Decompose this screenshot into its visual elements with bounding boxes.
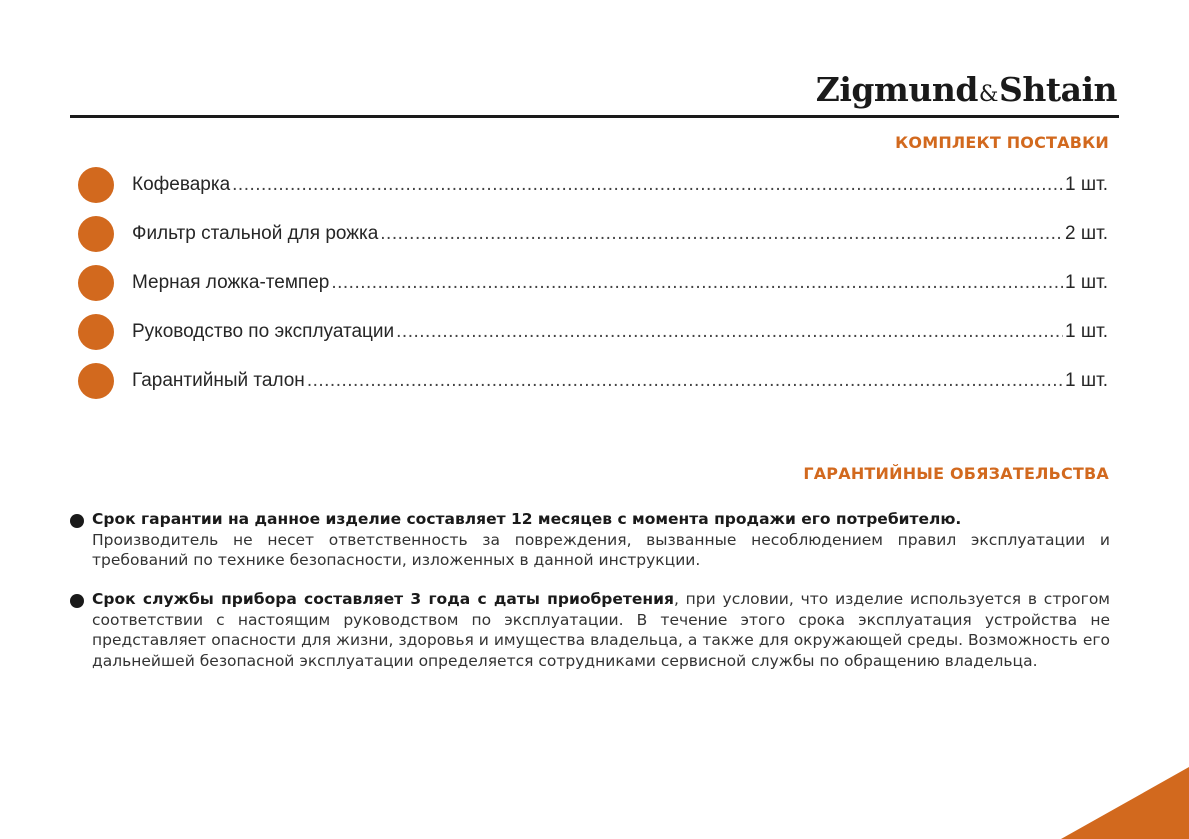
- kit-item-qty: 1 шт.: [1065, 272, 1108, 293]
- dot-leader: [307, 370, 1063, 392]
- service-life-text: [92, 589, 1110, 671]
- kit-item-qty: 1 шт.: [1065, 174, 1108, 195]
- kit-row: [132, 321, 1108, 343]
- kit-section-title: КОМПЛЕКТ ПОСТАВКИ: [895, 133, 1109, 152]
- dot-leader: [396, 321, 1063, 343]
- kit-item: [78, 164, 1108, 213]
- kit-item-qty: 1 шт.: [1065, 370, 1108, 391]
- header-divider: [70, 115, 1119, 118]
- orange-bullet-icon: [78, 216, 114, 252]
- warranty-term-bold: Срок гарантии на данное изделие составляет 12 месяцев с момента продажи его потребителю.: [92, 510, 962, 528]
- dot-leader: [331, 272, 1063, 294]
- service-life-details: , при условии, что изделие используется в строгом соответствии с настоящим руководством по эксплуатации. В течение этого срока эксплуатация устройства не представляет опасности для жизни, здоровья и имущества владельца, а также для окружающей среды. Возможность его дальнейшей безопасной эксплуатации определяется сотрудниками сервисной службы по обращению владельца.: [92, 590, 1110, 670]
- kit-item-name: Гарантийный талон: [132, 370, 305, 391]
- dot-leader: [232, 174, 1063, 196]
- service-life-bold: Срок службы прибора составляет 3 года с даты приобретения: [92, 590, 674, 608]
- corner-decoration: [1061, 767, 1189, 839]
- brand-name-part2: Shtain: [999, 70, 1117, 109]
- kit-row: [132, 223, 1108, 245]
- kit-item: [78, 262, 1108, 311]
- kit-item-qty: 1 шт.: [1065, 321, 1108, 342]
- kit-row: [132, 174, 1108, 196]
- orange-bullet-icon: [78, 363, 114, 399]
- brand-name-part1: Zigmund: [815, 70, 978, 109]
- kit-item: [78, 311, 1108, 360]
- orange-bullet-icon: [78, 167, 114, 203]
- kit-row: [132, 370, 1108, 392]
- kit-item-name: Мерная ложка-темпер: [132, 272, 330, 293]
- warranty-text: [92, 509, 1110, 571]
- kit-item-name: Руководство по эксплуатации: [132, 321, 395, 342]
- black-bullet-icon: [70, 514, 84, 528]
- service-life-paragraph: [70, 589, 1110, 671]
- warranty-disclaimer: Производитель не несет ответственность за повреждения, вызванные несоблюдением правил эксплуатации и требований по технике безопасности, изложенных в данной инструкции.: [92, 530, 1110, 569]
- black-bullet-icon: [70, 594, 84, 608]
- warranty-section-title: ГАРАНТИЙНЫЕ ОБЯЗАТЕЛЬСТВА: [803, 464, 1109, 483]
- orange-bullet-icon: [78, 265, 114, 301]
- kit-item: [78, 213, 1108, 262]
- kit-item: [78, 360, 1108, 409]
- kit-row: [132, 272, 1108, 294]
- kit-item-qty: 2 шт.: [1065, 223, 1108, 244]
- brand-ampersand: &: [978, 82, 999, 107]
- kit-list: [78, 164, 1108, 409]
- orange-bullet-icon: [78, 314, 114, 350]
- kit-item-name: Фильтр стальной для рожка: [132, 223, 379, 244]
- kit-item-name: Кофеварка: [132, 174, 231, 195]
- brand-logo: [816, 70, 1117, 109]
- warranty-paragraph: [70, 509, 1110, 571]
- dot-leader: [380, 223, 1063, 245]
